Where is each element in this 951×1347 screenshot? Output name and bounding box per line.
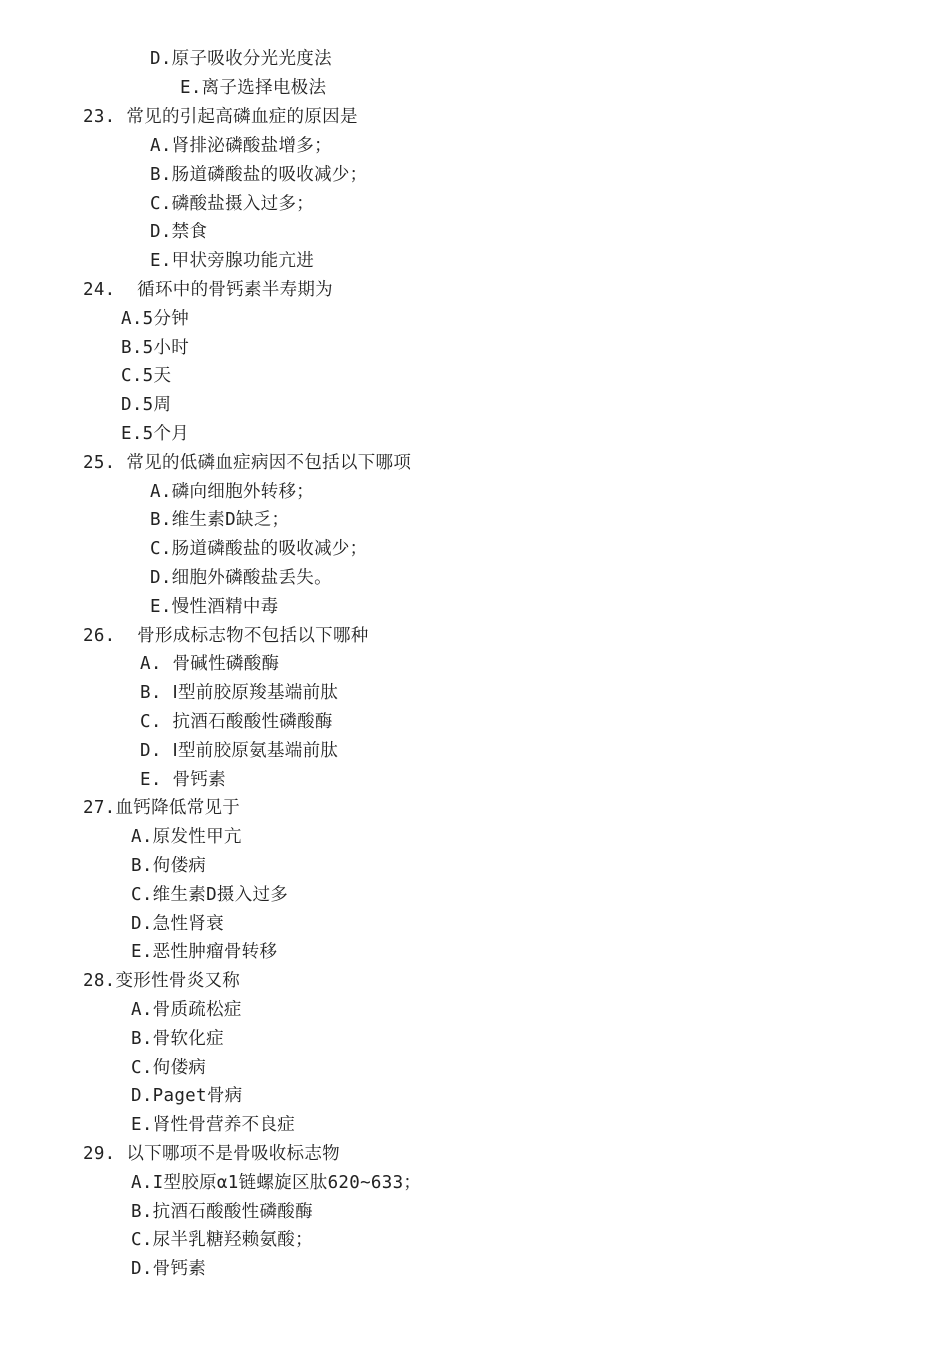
option-line: A.I型胶原α1链螺旋区肽620~633； [131, 1173, 422, 1193]
option-line: A. 骨碱性磷酸酶 [140, 654, 280, 674]
option-line: C.5天 [121, 366, 172, 386]
question-line: 28.变形性骨炎又称 [83, 971, 241, 991]
option-line: C.尿半乳糖羟赖氨酸； [131, 1230, 313, 1250]
option-line: B.骨软化症 [131, 1029, 224, 1049]
option-line: D.禁食 [150, 222, 208, 242]
option-line: E. 骨钙素 [140, 770, 226, 790]
option-line: B. Ⅰ型前胶原羧基端前肽 [140, 683, 339, 703]
option-line: D.5周 [121, 395, 172, 415]
option-line: E.离子选择电极法 [180, 78, 327, 98]
option-line: E.5个月 [121, 424, 190, 444]
option-line: C. 抗酒石酸酸性磷酸酶 [140, 712, 333, 732]
question-line: 27.血钙降低常见于 [83, 798, 241, 818]
option-line: D.细胞外磷酸盐丢失。 [150, 568, 332, 588]
option-line: A.5分钟 [121, 309, 190, 329]
option-line: B.肠道磷酸盐的吸收减少； [150, 165, 368, 185]
question-line: 23. 常见的引起高磷血症的原因是 [83, 107, 358, 127]
question-line: 24. 循环中的骨钙素半寿期为 [83, 280, 333, 300]
question-line: 29. 以下哪项不是骨吸收标志物 [83, 1144, 340, 1164]
option-line: C.磷酸盐摄入过多； [150, 194, 315, 214]
option-line: C.肠道磷酸盐的吸收减少； [150, 539, 368, 559]
option-line: B.佝偻病 [131, 856, 207, 876]
option-line: B.维生素D缺乏； [150, 510, 290, 530]
option-line: D. Ⅰ型前胶原氨基端前肽 [140, 741, 339, 761]
option-line: E.恶性肿瘤骨转移 [131, 942, 278, 962]
question-line: 25. 常见的低磷血症病因不包括以下哪项 [83, 453, 412, 473]
option-line: E.肾性骨营养不良症 [131, 1115, 296, 1135]
option-line: D.Paget骨病 [131, 1086, 243, 1106]
option-line: D.急性肾衰 [131, 914, 224, 934]
option-line: D.骨钙素 [131, 1259, 207, 1279]
option-line: C.维生素D摄入过多 [131, 885, 289, 905]
option-line: B.5小时 [121, 338, 190, 358]
option-line: B.抗酒石酸酸性磷酸酶 [131, 1202, 313, 1222]
option-line: A.骨质疏松症 [131, 1000, 242, 1020]
option-line: C.佝偻病 [131, 1058, 207, 1078]
option-line: D.原子吸收分光光度法 [150, 49, 332, 69]
option-line: A.肾排泌磷酸盐增多； [150, 136, 332, 156]
question-line: 26. 骨形成标志物不包括以下哪种 [83, 626, 369, 646]
option-line: E.慢性酒精中毒 [150, 597, 279, 617]
option-line: A.原发性甲亢 [131, 827, 242, 847]
option-line: A.磷向细胞外转移； [150, 482, 315, 502]
option-line: E.甲状旁腺功能亢进 [150, 251, 315, 271]
